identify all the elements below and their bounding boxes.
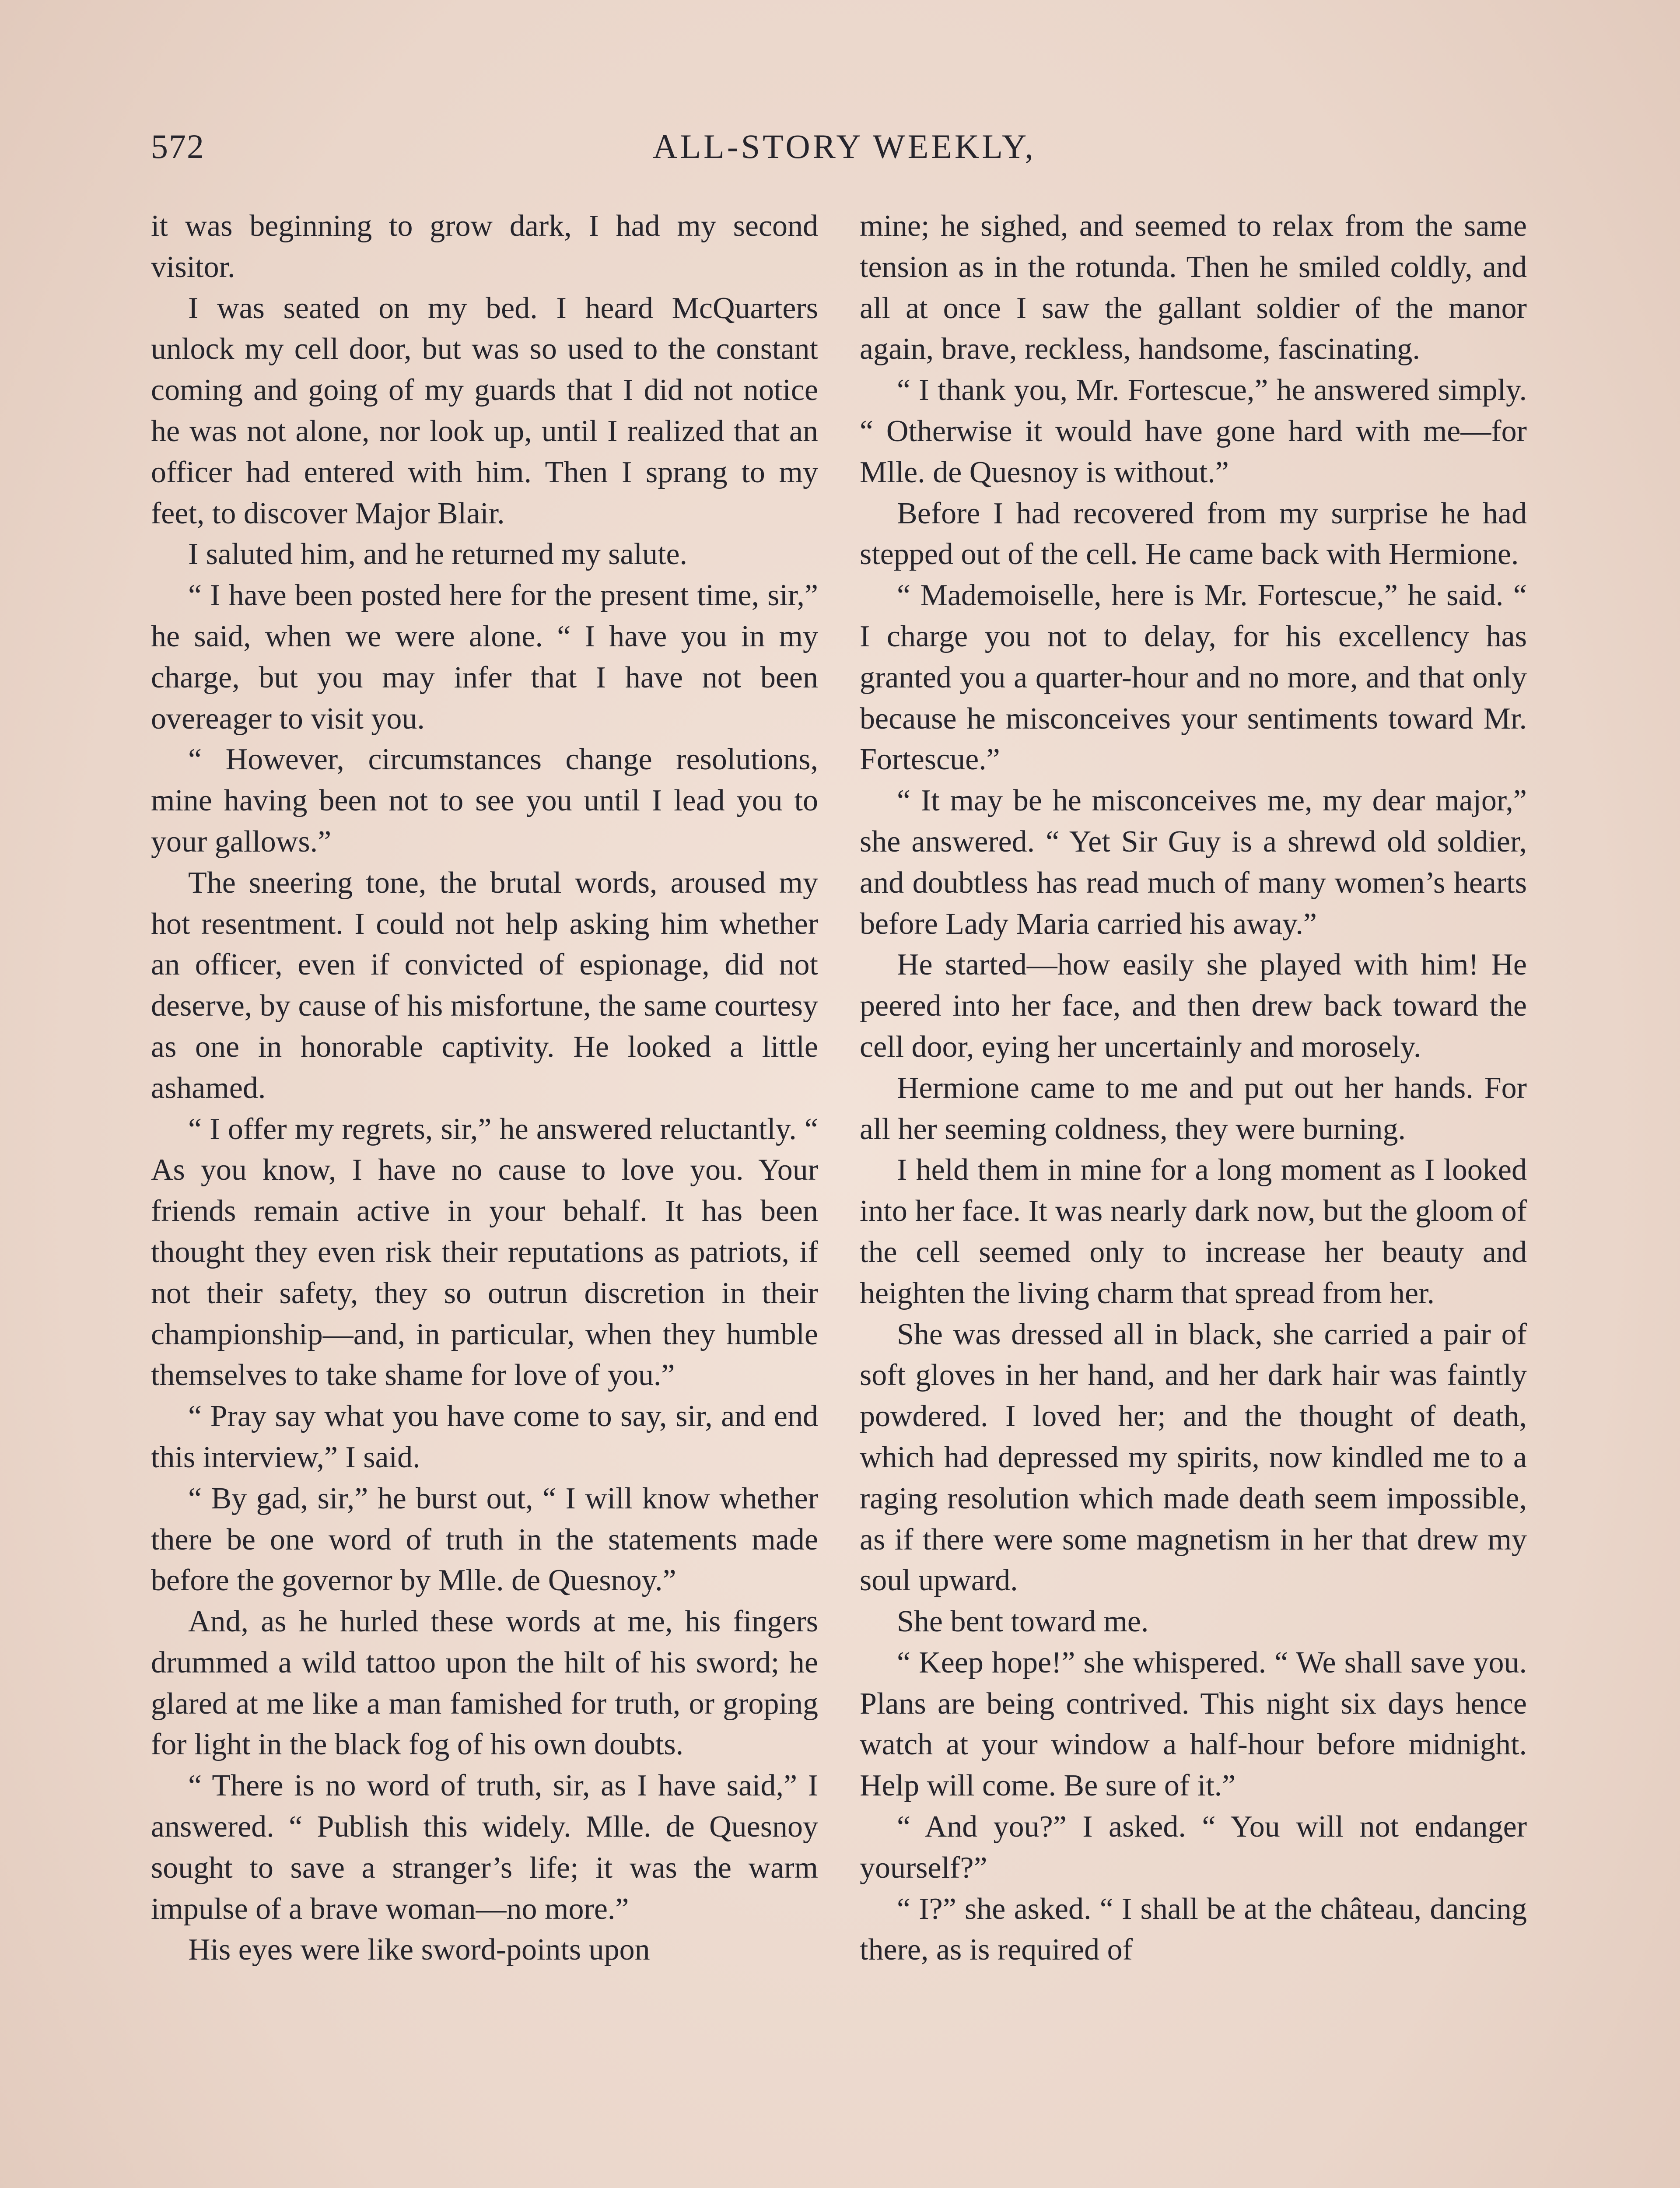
paragraph: it was beginning to grow dark, I had my second visitor. bbox=[151, 209, 818, 284]
paragraph: “ I?” she asked. “ I shall be at the château, dancing there, as is required of bbox=[860, 1892, 1527, 1967]
paragraph: He started—how easily she played with him! He peered into her face, and then drew back toward the cell door, eying her uncertainly and morosely. bbox=[860, 948, 1527, 1064]
paragraph: His eyes were like sword-points upon bbox=[188, 1933, 650, 1967]
paragraph: “ I have been posted here for the present time, sir,” he said, when we were alone. “ I have you in my charge, but you may infer that I have not been overeager to visit you. bbox=[151, 579, 818, 736]
paragraph: “ And you?” I asked. “ You will not endanger yourself?” bbox=[860, 1810, 1527, 1885]
paragraph: mine; he sighed, and seemed to relax from the same tension as in the rotunda. Then he smiled coldly, and all at once I saw the gallant soldier of the manor again, brave, reckless, handsome, fascinating. bbox=[860, 209, 1527, 366]
paragraph: “ I offer my regrets, sir,” he answered reluctantly. “ As you know, I have no cause to love you. Your friends remain active in your behalf. It has been thought they even risk their reputations as patriots, if not their safety, they so outrun discretion in their championship—and, in particular, when they humble themselves to take shame for love of you.” bbox=[151, 1112, 818, 1392]
paragraph: I was seated on my bed. I heard McQuarters unlock my cell door, but was so used to the constant coming and going of my guards that I did not notice he was not alone, nor look up, until I realized that an officer had entered with him. Then I sprang to my feet, to discover Major Blair. bbox=[151, 291, 818, 530]
right-column bbox=[860, 206, 1527, 1971]
left-column bbox=[151, 206, 818, 1971]
paragraph: The sneering tone, the brutal words, aroused my hot resentment. I could not help asking him whether an officer, even if convicted of espionage, did not deserve, by cause of his misfortune, the same courtesy as one in honorable captivity. He looked a little ashamed. bbox=[151, 866, 818, 1105]
paragraph: She bent toward me. bbox=[897, 1605, 1149, 1639]
running-head: ALL-STORY WEEKLY, bbox=[653, 127, 1036, 165]
paragraph: “ By gad, sir,” he burst out, “ I will know whether there be one word of truth in the statements made before the governor by Mlle. de Quesnoy.” bbox=[151, 1481, 818, 1598]
paragraph: “ There is no word of truth, sir, as I have said,” I answered. “ Publish this widely. Mlle. de Quesnoy sought to save a stranger’s life; it was the warm impulse of a brave woman—no more.” bbox=[151, 1769, 818, 1926]
paragraph: I held them in mine for a long moment as I looked into her face. It was nearly dark now, but the gloom of the cell seemed only to increase her beauty and heighten the living charm that spread from her. bbox=[860, 1153, 1527, 1310]
paragraph: And, as he hurled these words at me, his fingers drummed a wild tattoo upon the hilt of his sword; he glared at me like a man famished for truth, or groping for light in the black fog of his own doubts. bbox=[151, 1605, 818, 1762]
paragraph: “ I thank you, Mr. Fortescue,” he answered simply. “ Otherwise it would have gone hard with me—for Mlle. de Quesnoy is without.” bbox=[860, 373, 1527, 489]
paragraph: Before I had recovered from my surprise he had stepped out of the cell. He came back with Hermione. bbox=[860, 496, 1527, 572]
paragraph: “ However, circumstances change resolutions, mine having been not to see you until I lead you to your gallows.” bbox=[151, 743, 818, 859]
paragraph: She was dressed all in black, she carried a pair of soft gloves in her hand, and her dark hair was faintly powdered. I loved her; and the thought of death, which had depressed my spirits, now kindled me to a raging resolution which made death seem impossible, as if there were some magnetism in her that drew my soul upward. bbox=[860, 1317, 1527, 1598]
page-header bbox=[151, 127, 1538, 175]
paragraph: “ Keep hope!” she whispered. “ We shall save you. Plans are being contrived. This night six days hence watch at your window a half-hour before midnight. Help will come. Be sure of it.” bbox=[860, 1645, 1527, 1803]
paragraph: I saluted him, and he returned my salute. bbox=[188, 537, 688, 572]
page-number: 572 bbox=[151, 127, 205, 165]
paragraph: “ It may be he misconceives me, my dear major,” she answered. “ Yet Sir Guy is a shrewd old soldier, and doubtless has read much of many women’s hearts before Lady Maria carried his away.” bbox=[860, 784, 1527, 941]
paragraph: Hermione came to me and put out her hands. For all her seeming coldness, they were burning. bbox=[860, 1071, 1527, 1146]
paragraph: “ Pray say what you have come to say, sir, and end this interview,” I said. bbox=[151, 1399, 818, 1474]
paragraph: “ Mademoiselle, here is Mr. Fortescue,” he said. “ I charge you not to delay, for his excellency has granted you a quarter-hour and no more, and that only because he misconceives your sentiments toward Mr. Fortescue.” bbox=[860, 579, 1527, 777]
